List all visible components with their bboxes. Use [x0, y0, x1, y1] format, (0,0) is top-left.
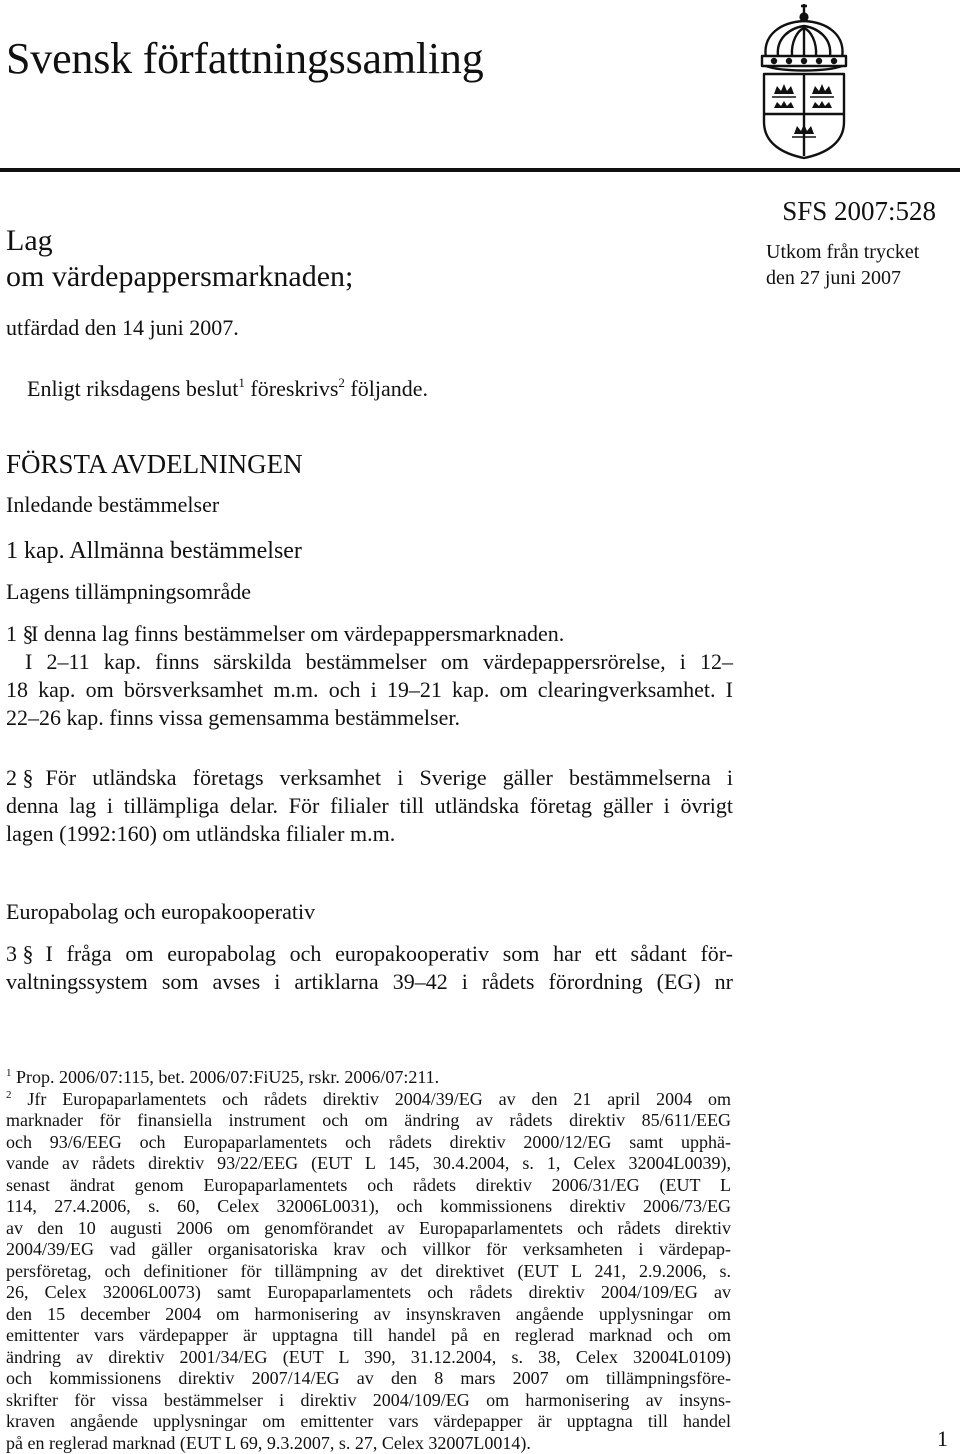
- footnote-2-line: 2004/39/EG vad gäller organisatoriska krav och villkor för verksamheten i värdepap-: [6, 1239, 731, 1259]
- section-1-line: I 2–11 kap. finns särskilda bestämmelser om värdepappersrörelse, i 12–: [25, 649, 733, 674]
- enacting-clause: [27, 375, 428, 403]
- section-3-line: valtningssystem som avses i artiklarna 39–42 i rådets förordning (EG) nr: [6, 969, 733, 994]
- chapter-heading: 1 kap. Allmänna bestämmelser: [6, 538, 302, 564]
- footnote-2-line: skrifter för vissa bestämmelser i direktiv 2004/109/EG om harmonisering av insyns-: [6, 1389, 731, 1410]
- footnote-ref-2[interactable]: 2: [338, 375, 345, 390]
- section-2-line: 2 § För utländska företags verksamhet i Sverige gäller bestämmelserna i: [6, 765, 733, 790]
- footnote-2-line: av den 10 augusti 2006 om genomförandet av Europaparlamentets och rådets direktiv: [6, 1217, 731, 1238]
- section-2-number: 2 §: [6, 765, 34, 790]
- section-1-number: 1 §: [6, 621, 34, 646]
- footnote-2-line: marknader för finansiella instrument och om ändring av rådets direktiv 85/611/EEG: [6, 1110, 731, 1130]
- law-subject: om värdepappersmarknaden;: [6, 260, 354, 293]
- enacting-text: Enligt riksdagens beslut: [27, 376, 239, 401]
- footnote-2: $^2$ Jfr Europaparlamentets och rådets direktiv 2004/39/EG av den 21 april 2004 om: [6, 1088, 731, 1109]
- footnote-2-line: 26, Celex 32006L0073) samt Europaparlamentets och rådets direktiv 2004/109/EG av: [6, 1282, 731, 1302]
- footnote-2-line: på en reglerad marknad (EUT L 69, 9.3.2007, s. 27, Celex 32007L0014).: [6, 1432, 531, 1453]
- division-subheading: Inledande bestämmelser: [6, 492, 220, 517]
- issued-date: utfärdad den 14 juni 2007.: [6, 315, 239, 340]
- footnote-2-line: den 15 december 2004 om harmonisering av insynskraven angående upplysningar om: [6, 1303, 731, 1324]
- section-3: [6, 940, 733, 996]
- section-1-line: 1 §I denna lag finns bestämmelser om värdepappersmarknaden.: [6, 621, 565, 646]
- sfs-number: SFS 2007:528: [782, 196, 936, 226]
- section-group-heading: Lagens tillämpningsområde: [6, 579, 251, 604]
- law-type: Lag: [6, 224, 53, 257]
- footnotes: [6, 1067, 731, 1454]
- swedish-coat-of-arms-icon: [752, 4, 856, 160]
- footnote-2-line: senast ändrat genom Europaparlamentets och rådets direktiv 2006/31/EG (EUT L: [6, 1174, 731, 1195]
- sfs-printed-date-line2: den 27 juni 2007: [766, 267, 901, 289]
- header-rule: [0, 168, 960, 172]
- section-2-line: lagen (1992:160) om utländska filialer m.m.: [6, 821, 396, 846]
- footnote-ref-1[interactable]: 1: [238, 375, 245, 390]
- enacting-text-end: följande.: [344, 376, 428, 401]
- footnote-2-line: emittenter vars värdepapper är upptagna till handel på en reglerad marknad och om: [6, 1325, 731, 1345]
- footnote-2-line: och kommissionens direktiv 2007/14/EG av den 8 mars 2007 om tillämpningsföre-: [6, 1368, 731, 1388]
- footnote-2-line: ändring av direktiv 2001/34/EG (EUT L 390, 31.12.2004, s. 38, Celex 32004L0109): [6, 1346, 731, 1367]
- footnote-2-line: och 93/6/EEG och Europaparlamentets och rådets direktiv 2000/12/EG samt upphä-: [6, 1131, 731, 1152]
- sfs-printed-date: Utkom från trycket: [766, 241, 920, 263]
- section-2-line: denna lag i tillämpliga delar. För filialer till utländska företag gäller i övrigt: [6, 793, 733, 818]
- section-1-line: 22–26 kap. finns vissa gemensamma bestämmelser.: [6, 705, 460, 730]
- footnote-2-line: vande av rådets direktiv 93/22/EEG (EUT L 145, 30.4.2004, s. 1, Celex 32004L0039),: [6, 1153, 731, 1173]
- section-3-number: 3 §: [6, 941, 34, 966]
- footnote-1: $^1$ Prop. 2006/07:115, bet. 2006/07:FiU25, rskr. 2006/07:211.: [6, 1067, 440, 1087]
- section-3-line: 3 § I fråga om europabolag och europakooperativ som har ett sådant för-: [6, 941, 733, 966]
- enacting-text-middle: föreskrivs: [244, 376, 339, 401]
- section-group-heading: Europabolag och europakooperativ: [6, 899, 316, 924]
- footnote-2-line: 114, 27.4.2006, s. 60, Celex 32006L0031), och kommissionens direktiv 2006/73/EG: [6, 1196, 731, 1216]
- section-2: [6, 764, 733, 848]
- page-number: 1: [937, 1426, 948, 1451]
- footnote-2-line: kraven angående upplysningar om emittenter vars värdepapper är upptagna till handel: [6, 1411, 731, 1431]
- footnote-2-line: persföretag, och definitioner för tillämpning av det direktivet (EUT L 241, 2.9.2006, s.: [6, 1260, 731, 1281]
- division-heading: FÖRSTA AVDELNINGEN: [6, 449, 303, 479]
- page-title: Svensk författningssamling: [6, 34, 484, 83]
- section-1-line: 18 kap. om börsverksamhet m.m. och i 19–21 kap. om clearingverksamhet. I: [6, 677, 733, 702]
- section-1: [6, 620, 733, 732]
